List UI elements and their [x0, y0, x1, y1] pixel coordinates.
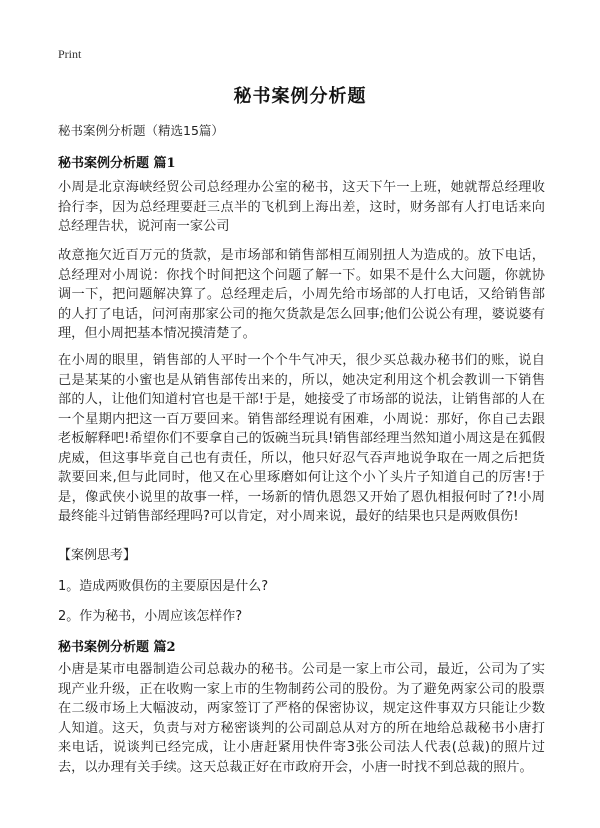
case-think-heading: 【案例思考】: [58, 548, 137, 563]
question-2: 2。作为秘书，小周应该怎样作?: [58, 609, 243, 624]
section-1-paragraph-1: 小周是北京海峡经贸公司总经理办公室的秘书，这天下午一上班，她就帮总经理收拾行李，因为总经理要赶三点半的飞机到上海出差，这时，财务部有人打电话来向总经理告状，说河南一家公司: [58, 180, 545, 234]
section-2-paragraph-1: 小唐是某市电器制造公司总裁办的秘书。公司是一家上市公司，最近，公司为了实现产业升级，正在收购一家上市的生物制药公司的股份。为了避免两家公司的股票在二级市场上大幅波动，两家签订了严格的保密协议，规定这件事双方只能让少数人知道。这天，负责与对方秘密谈判的公司副总从对方的所在地给总裁秘书小唐打来电话，说谈判已经完成，让小唐赶紧用快件寄3张公司法人代表(总裁)的照片过去，以办理有关手续。这天总裁正好在市政府开会，小唐一时找不到总裁的照片。: [58, 662, 545, 775]
section-1-paragraph-2: 故意拖欠近百万元的货款，是市场部和销售部相互闹别扭人为造成的。放下电话，总经理对小周说：你找个时间把这个问题了解一下。如果不是什么大问题，你就协调一下，把问题解决算了。总经理走后，小周先给市场部的人打电话，又给销售部的人打了电话，问河南那家公司的拖欠货款是怎么回事;他们公说公有理，婆说婆有理，但小周把基本情况摸清楚了。: [58, 248, 545, 341]
question-1: 1。造成两败俱伤的主要原因是什么?: [58, 579, 269, 594]
section-1-heading: 秘书案例分析题 篇1: [58, 156, 176, 171]
document-subtitle: 秘书案例分析题（精选15篇）: [58, 123, 224, 138]
print-label: Print: [58, 47, 82, 61]
section-2-heading: 秘书案例分析题 篇2: [58, 640, 176, 655]
section-1-paragraph-3: 在小周的眼里，销售部的人平时一个个牛气冲天，很少买总裁办秘书们的账，说自己是某某的小蜜也是从销售部传出来的，所以，她决定利用这个机会教训一下销售部的人，让他们知道村官也是干部!于是，她接受了市场部的说法，让销售部的人在一个星期内把这一百万要回来。销售部经理说有困难，小周说：那好，你自己去跟老板解释吧!希望你们不要拿自己的饭碗当玩具!销售部经理当然知道小周这是在狐假虎威，但这事毕竟自己也有责任，所以，他只好忍气吞声地说争取在一周之后把货款要回来,但与此同时，他又在心里琢磨如何让这个小丫头片子知道自己的厉害!于是，像武侠小说里的故事一样，一场新的情仇恩怨又开始了恩仇相报何时了?!小周最终能斗过销售部经理吗?可以肯定，对小周来说，最好的结果也只是两败俱伤!: [58, 353, 545, 524]
page-title: 秘书案例分析题: [233, 86, 367, 107]
